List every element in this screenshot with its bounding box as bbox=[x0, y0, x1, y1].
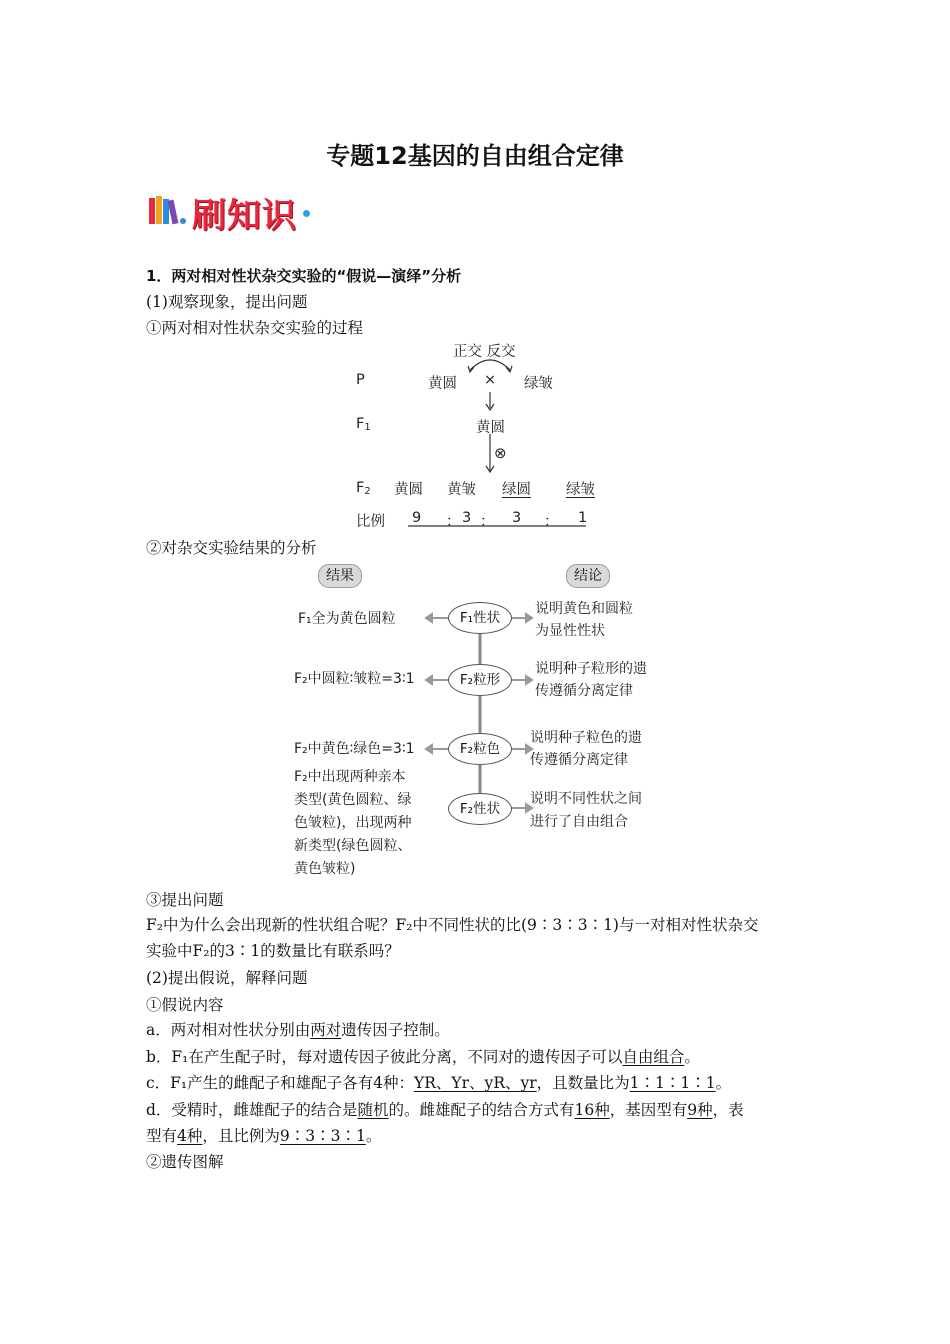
item-4: ①假说内容 bbox=[146, 996, 224, 1014]
node-oval: F₂粒形 bbox=[448, 664, 512, 696]
conclusion-pill: 结论 bbox=[566, 564, 610, 588]
ratio-value: 3 bbox=[462, 510, 472, 526]
cross-sign: × bbox=[484, 372, 497, 388]
brand-title: 刷知识 bbox=[192, 196, 297, 236]
conclusion-text: 进行了自由组合 bbox=[530, 814, 628, 830]
conclusion-text: 传遵循分离定律 bbox=[535, 683, 633, 699]
conclusion-text: 说明种子粒形的遗 bbox=[535, 661, 647, 677]
hypothesis-d-cont: 型有4种，且比例为9∶3∶3∶1。 bbox=[146, 1127, 382, 1145]
result-text: 色皱粒)，出现两种 bbox=[294, 815, 412, 831]
ratio-value: 1 bbox=[578, 510, 588, 526]
ratio-label: 比例 bbox=[356, 514, 385, 530]
hypothesis-d: d．受精时，雌雄配子的结合是随机的。雌雄配子的结合方式有16种，基因型有9种，表 bbox=[146, 1101, 744, 1119]
result-pill: 结果 bbox=[318, 564, 362, 588]
hypothesis-b: b．F₁在产生配子时，每对遗传因子彼此分离，不同对的遗传因子可以自由组合。 bbox=[146, 1048, 700, 1066]
brand-banner bbox=[148, 190, 318, 236]
node-oval: F₂性状 bbox=[448, 793, 512, 825]
conclusion-text: 说明种子粒色的遗 bbox=[530, 730, 642, 746]
cross-top-label: 正交 反交 bbox=[453, 344, 516, 360]
f2-value-1: 黄圆 bbox=[394, 482, 423, 498]
item-3: ③提出问题 bbox=[146, 891, 224, 909]
page-title: 专题12基因的自由组合定律 bbox=[326, 142, 624, 170]
ratio-sep: ： bbox=[446, 514, 461, 530]
p-left: 黄圆 bbox=[428, 376, 457, 392]
node-oval: F₁性状 bbox=[448, 602, 512, 634]
conclusion-text: 说明不同性状之间 bbox=[530, 791, 642, 807]
ratio-value: 3 bbox=[512, 510, 522, 526]
conclusion-text: 传遵循分离定律 bbox=[530, 752, 628, 768]
result-text: F₂中圆粒∶皱粒=3∶1 bbox=[294, 671, 415, 687]
section-heading: 1．两对相对性状杂交实验的“假说—演绎”分析 bbox=[146, 267, 462, 285]
result-text: 黄色皱粒) bbox=[294, 861, 356, 877]
hypothesis-a: a．两对相对性状分别由两对遗传因子控制。 bbox=[146, 1021, 450, 1039]
conclusion-text: 为显性性状 bbox=[535, 623, 605, 639]
f1-value: 黄圆 bbox=[476, 420, 505, 436]
ratio-sep: ： bbox=[544, 514, 559, 530]
result-text: 新类型(绿色圆粒、 bbox=[294, 838, 412, 854]
result-text: F₁全为黄色圆粒 bbox=[298, 611, 396, 627]
p-right: 绿皱 bbox=[524, 376, 553, 392]
subheading-1: (1)观察现象，提出问题 bbox=[146, 293, 308, 311]
question-line-1: F₂中为什么会出现新的性状组合呢？F₂中不同性状的比(9∶3∶3∶1)与一对相对性状杂交 bbox=[146, 916, 759, 934]
hypothesis-c: c．F₁产生的雌配子和雄配子各有4种：YR、Yr、yR、yr，且数量比为1∶1∶1∶1。 bbox=[146, 1074, 732, 1092]
subheading-2: (2)提出假说，解释问题 bbox=[146, 969, 308, 987]
conclusion-text: 说明黄色和圆粒 bbox=[535, 601, 633, 617]
self-cross-icon: ⊗ bbox=[494, 444, 507, 462]
analysis-diagram bbox=[290, 562, 690, 882]
question-line-2: 实验中F₂的3∶1的数量比有联系吗？ bbox=[146, 942, 400, 960]
node-oval: F₂粒色 bbox=[448, 733, 512, 765]
ratio-sep: ： bbox=[480, 514, 495, 530]
f1-label: $F_1$ bbox=[356, 416, 371, 433]
item-2: ②对杂交实验结果的分析 bbox=[146, 539, 317, 557]
ratio-value: 9 bbox=[412, 510, 422, 526]
f2-value-2: 黄皱 bbox=[447, 482, 476, 498]
result-text: 类型(黄色圆粒、绿 bbox=[294, 792, 412, 808]
f2-value-3: 绿圆 bbox=[502, 482, 531, 498]
f2-value-4: 绿皱 bbox=[566, 482, 595, 498]
p-label: P bbox=[356, 372, 365, 388]
item-5: ②遗传图解 bbox=[146, 1153, 224, 1171]
f2-label: $F_2$ bbox=[356, 480, 371, 497]
dot-icon bbox=[303, 210, 310, 217]
result-text: F₂中黄色∶绿色=3∶1 bbox=[294, 741, 415, 757]
item-1: ①两对相对性状杂交实验的过程 bbox=[146, 319, 364, 337]
result-text: F₂中出现两种亲本 bbox=[294, 769, 406, 785]
cross-diagram bbox=[340, 336, 620, 536]
books-icon bbox=[148, 194, 188, 228]
